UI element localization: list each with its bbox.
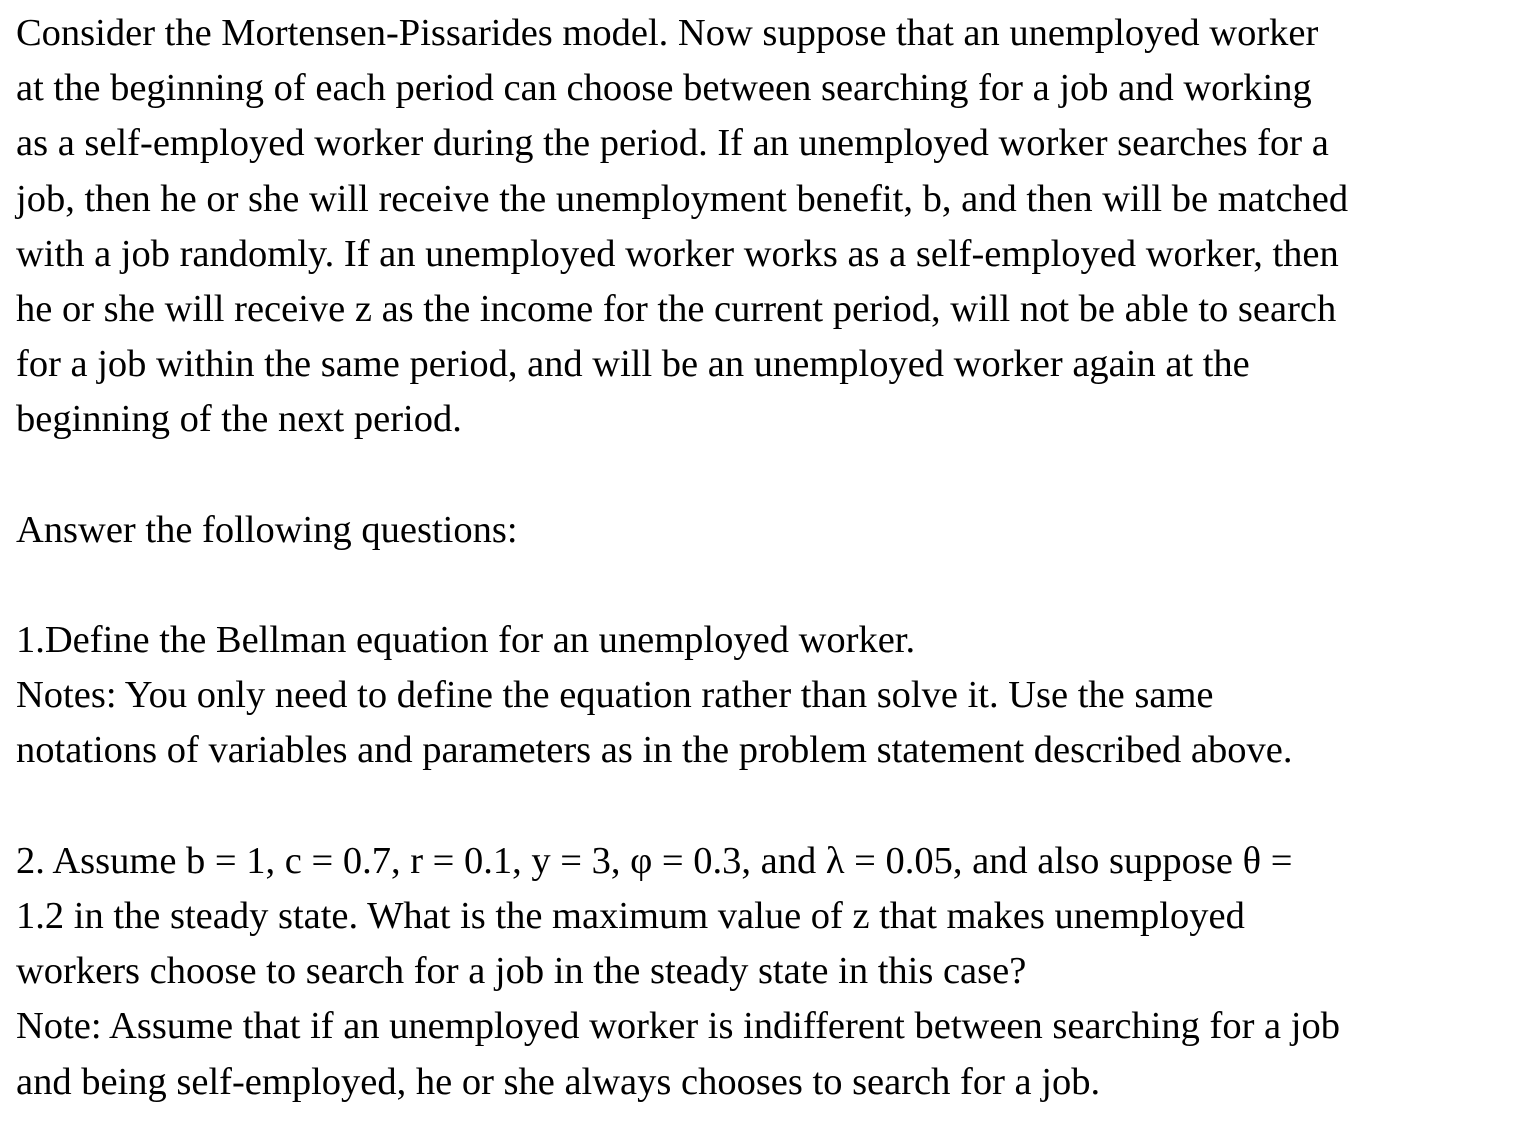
question-1-title: 1.Define the Bellman equation for an unemployed worker. xyxy=(16,619,916,662)
intro-line: job, then he or she will receive the unemployment benefit, b, and then will be matched xyxy=(16,177,1349,220)
intro-line: at the beginning of each period can choose between searching for a job and working xyxy=(16,67,1312,110)
paragraph-spacer xyxy=(16,558,1506,613)
questions-prompt: Answer the following questions: xyxy=(16,508,518,551)
intro-line: as a self-employed worker during the period. If an unemployed worker searches for a xyxy=(16,122,1329,165)
intro-line: for a job within the same period, and will be an unemployed worker again at the xyxy=(16,343,1250,386)
intro-line: with a job randomly. If an unemployed worker works as a self-employed worker, then xyxy=(16,232,1339,275)
question-1-note-line: Notes: You only need to define the equation rather than solve it. Use the same xyxy=(16,674,1214,717)
question-1 xyxy=(16,613,1506,779)
question-2-note-line: Note: Assume that if an unemployed worker is indifferent between searching for a job xyxy=(16,1005,1340,1048)
question-2 xyxy=(16,834,1506,1110)
paragraph-spacer xyxy=(16,779,1506,834)
intro-line: beginning of the next period. xyxy=(16,398,462,441)
document-body xyxy=(16,6,1506,1110)
intro-line: he or she will receive z as the income for the current period, will not be able to search xyxy=(16,287,1337,330)
question-2-line: 2. Assume b = 1, c = 0.7, r = 0.1, y = 3, φ = 0.3, and λ = 0.05, and also suppose θ = xyxy=(16,839,1293,882)
question-1-note-line: notations of variables and parameters as in the problem statement described above. xyxy=(16,729,1293,772)
paragraph-spacer xyxy=(16,448,1506,503)
intro-paragraph xyxy=(16,6,1506,448)
question-2-line: 1.2 in the steady state. What is the maximum value of z that makes unemployed xyxy=(16,895,1245,937)
question-2-line: workers choose to search for a job in the steady state in this case? xyxy=(16,950,1027,993)
intro-line: Consider the Mortensen-Pissarides model. Now suppose that an unemployed worker xyxy=(16,12,1319,54)
question-2-note-line: and being self-employed, he or she always chooses to search for a job. xyxy=(16,1060,1101,1103)
